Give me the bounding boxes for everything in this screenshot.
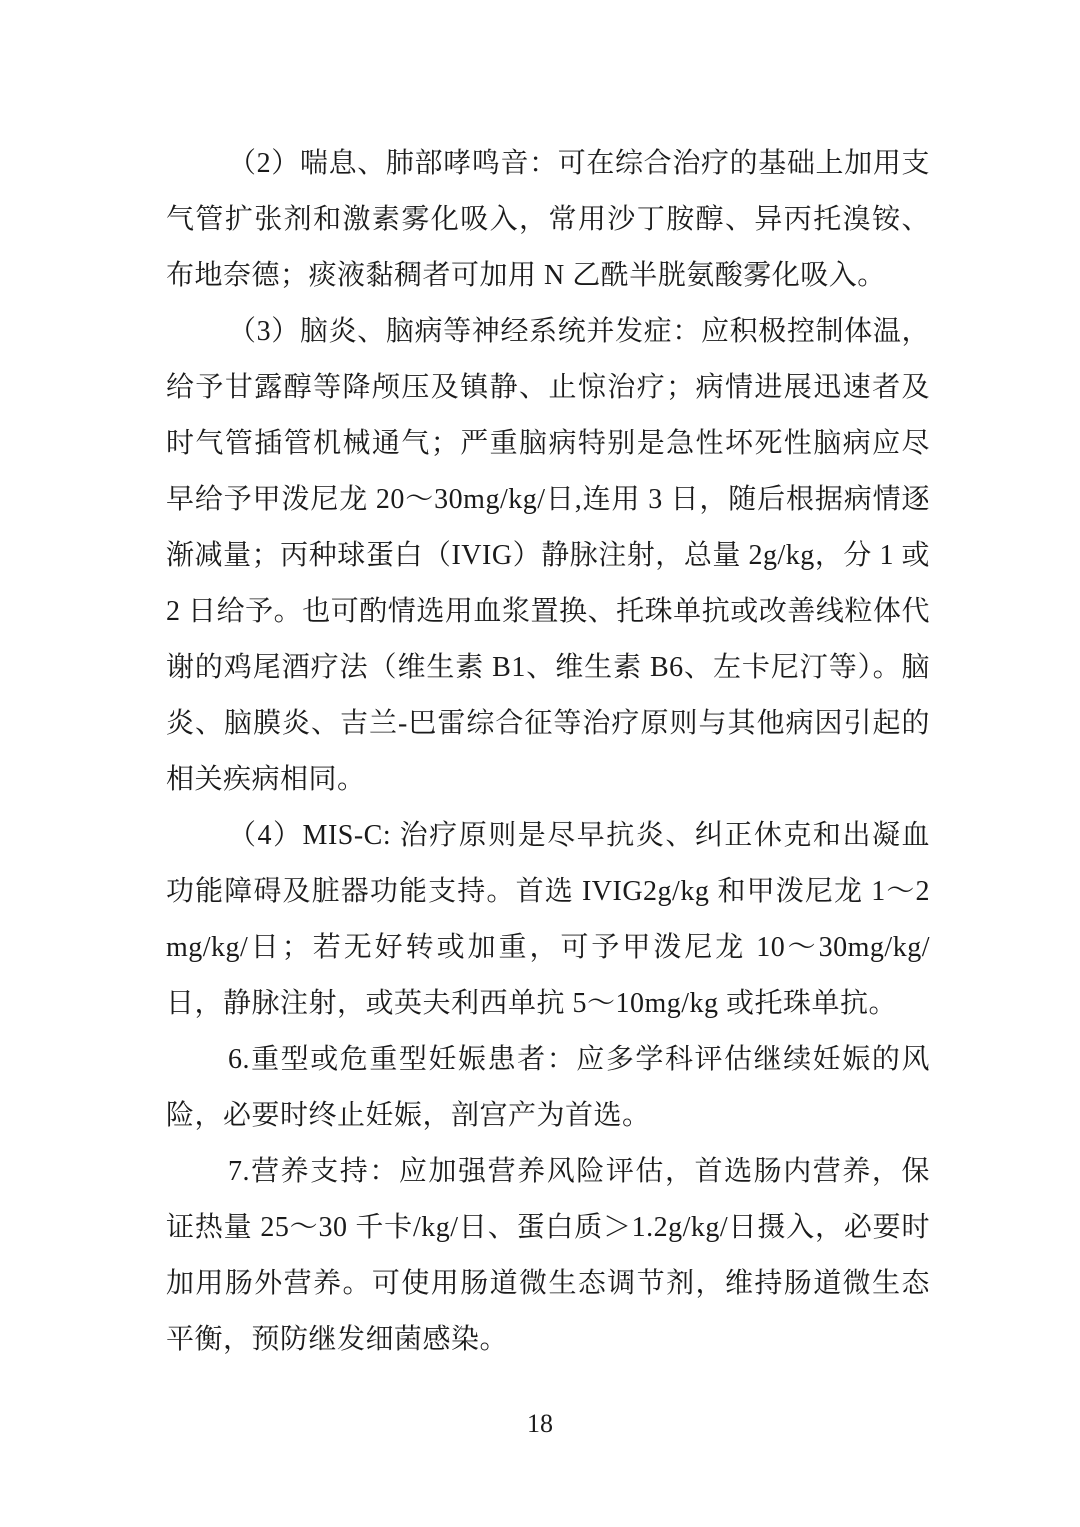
document-body: [166, 136, 930, 1368]
paragraph-nutrition-support: 7.营养支持：应加强营养风险评估，首选肠内营养，保证热量 25～30 千卡/kg/日、蛋白质＞1.2g/kg/日摄入，必要时加用肠外营养。可使用肠道微生态调节剂，维持肠道微生态平衡，预防继发细菌感染。: [166, 1156, 930, 1355]
page-number: 18: [527, 1409, 553, 1438]
paragraph-mis-c-treatment: （4）MIS-C: 治疗原则是尽早抗炎、纠正休克和出凝血功能障碍及脏器功能支持。首选 IVIG2g/kg 和甲泼尼龙 1～2mg/kg/日；若无好转或加重，可予甲泼尼龙 10～30mg/kg/日，静脉注射，或英夫利西单抗 5～10mg/kg 或托珠单抗。: [166, 820, 930, 1019]
paragraph-encephalitis-treatment: （3）脑炎、脑病等神经系统并发症：应积极控制体温，给予甘露醇等降颅压及镇静、止惊治疗；病情进展迅速者及时气管插管机械通气；严重脑病特别是急性坏死性脑病应尽早给予甲泼尼龙 20～30mg/kg/日,连用 3 日，随后根据病情逐渐减量；丙种球蛋白（IVIG）静脉注射，总量 2g/kg，分 1 或 2 日给予。也可酌情选用血浆置换、托珠单抗或改善线粒体代谢的鸡尾酒疗法（维生素 B1、维生素 B6、左卡尼汀等）。脑炎、脑膜炎、吉兰-巴雷综合征等治疗原则与其他病因引起的相关疾病相同。: [166, 316, 930, 795]
paragraph-wheezing-treatment: （2）喘息、肺部哮鸣音：可在综合治疗的基础上加用支气管扩张剂和激素雾化吸入，常用沙丁胺醇、异丙托溴铵、布地奈德；痰液黏稠者可加用 N 乙酰半胱氨酸雾化吸入。: [166, 148, 930, 291]
paragraph-pregnancy-patients: 6.重型或危重型妊娠患者：应多学科评估继续妊娠的风险，必要时终止妊娠，剖宫产为首选。: [166, 1044, 930, 1131]
